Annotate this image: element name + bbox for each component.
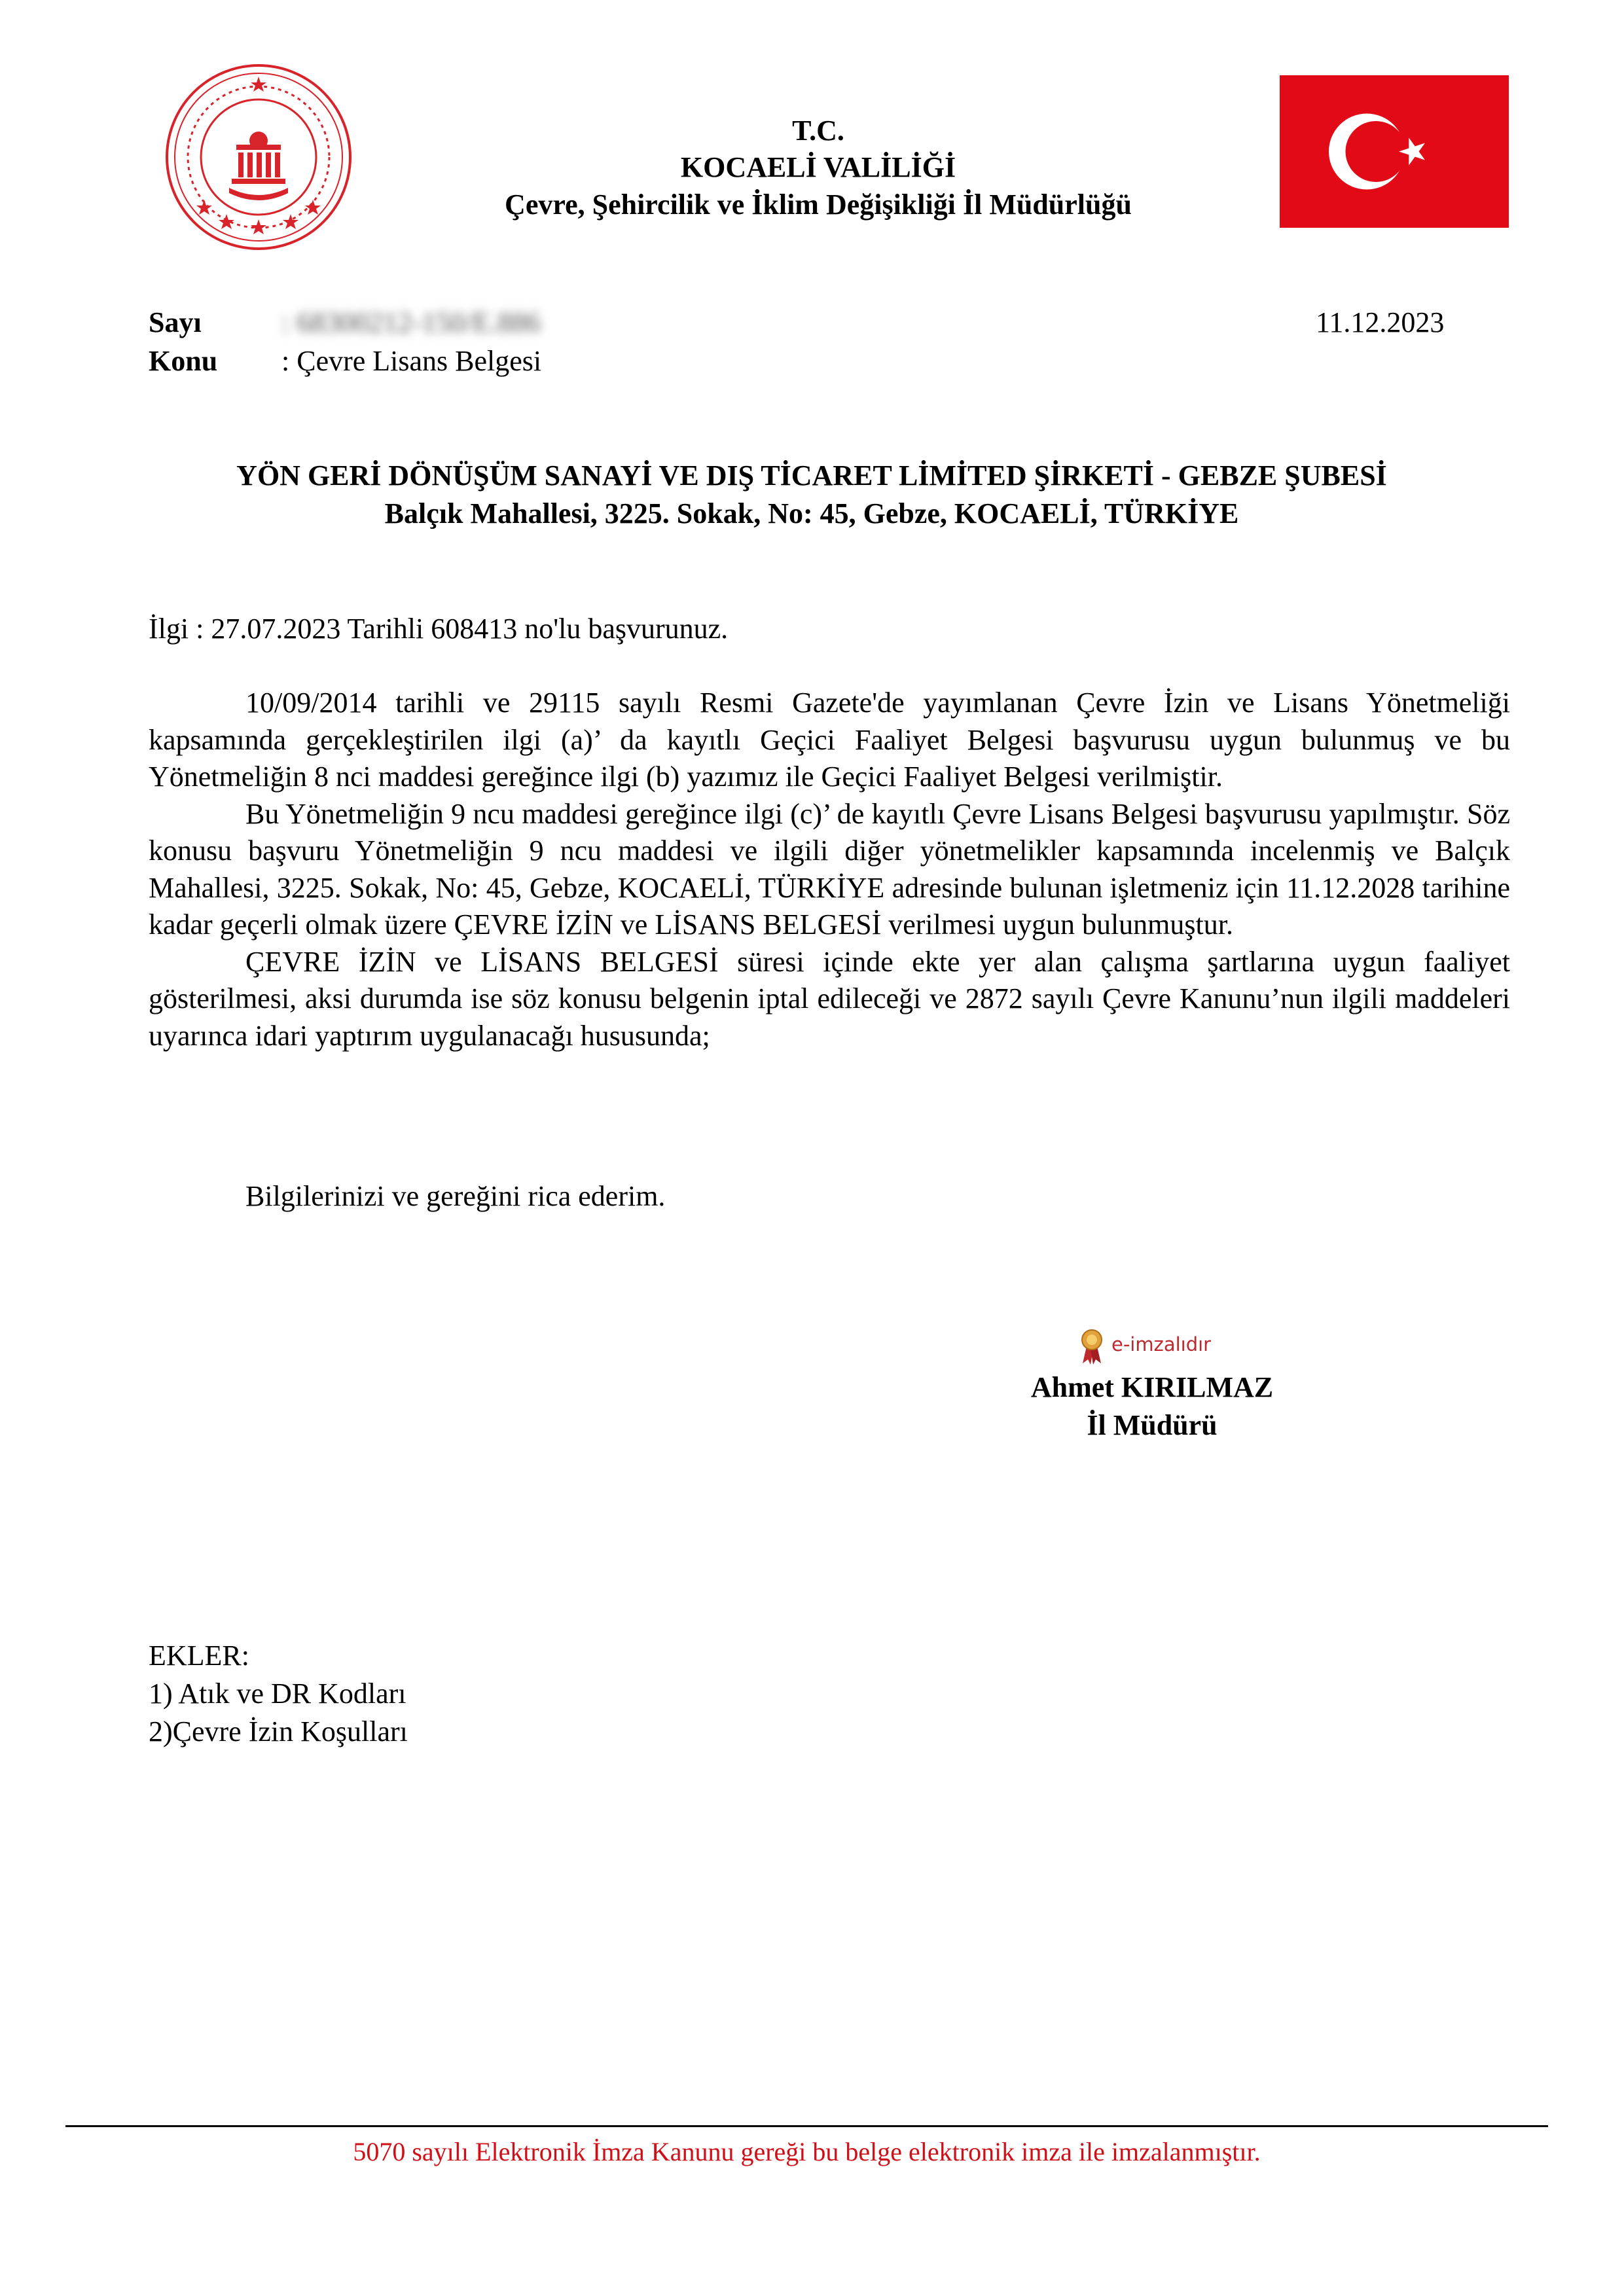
header-governorship: KOCAELİ VALİLİĞİ	[680, 151, 956, 183]
header-tc: T.C.	[792, 115, 844, 147]
ministry-seal-logo	[164, 62, 353, 252]
signatory-name: Ahmet KIRILMAZ	[1030, 1371, 1274, 1403]
body-paragraph-1: 10/09/2014 tarihli ve 29115 sayılı Resmi Gazete'de yayımlanan Çevre İzin ve Lisans Yönetmeliği kapsamında gerçekleştirilen ilgi (a)’ da kayıtlı Geçici Faaliyet Belgesi başvurusu uygun bulunmuş ve bu Yönetmeliğin 8 nci maddesi gereğince ilgi (b) yazımız ile Geçici Faaliyet Belgesi verilmiştir.	[149, 687, 1510, 793]
e-signature-label: e-imzalıdır	[1111, 1333, 1212, 1355]
signatory-title: İl Müdürü	[1087, 1409, 1218, 1441]
closing-line: Bilgilerinizi ve gereğini rica ederim.	[245, 1180, 666, 1212]
header-directorate: Çevre, Şehircilik ve İklim Değişikliği İl Müdürlüğü	[505, 188, 1132, 221]
sayi-label: Sayı	[149, 306, 202, 338]
body-paragraph-2: Bu Yönetmeliğin 9 ncu maddesi gereğince ilgi (c)’ de kayıtlı Çevre Lisans Belgesi başvurusu yapılmıştır. Söz konusu başvuru Yönetmeliğin 9 ncu maddesi ve ilgili diğer yönetmelikler kapsamında incelenmiş ve Balçık Mahallesi, 3225. Sokak, No: 45, Gebze, KOCAELİ, TÜRKİYE adresinde bulunan işletmeniz için 11.12.2028 tarihine kadar geçerli olmak üzere ÇEVRE İZİN ve LİSANS BELGESİ verilmesi uygun bulunmuştur.	[149, 797, 1510, 941]
recipient-address: Balçık Mahallesi, 3225. Sokak, No: 45, Gebze, KOCAELİ, TÜRKİYE	[384, 497, 1239, 529]
attachments-label: EKLER:	[149, 1640, 249, 1672]
document-date: 11.12.2023	[1316, 306, 1445, 338]
body-paragraph-3: ÇEVRE İZİN ve LİSANS BELGESİ süresi içinde ekte yer alan çalışma şartlarına uygun faaliyet gösterilmesi, aksi durumda ise söz konusu belgenin iptal edileceği ve 2872 sayılı Çevre Kanunu’nun ilgili maddeleri uyarınca idari yaptırım uygulanacağı hususunda;	[149, 945, 1510, 1052]
ribbon-badge-icon	[1079, 1328, 1105, 1365]
attachment-item-2: 2)Çevre İzin Koşulları	[149, 1715, 408, 1748]
letter-body	[149, 685, 1510, 1054]
footer-esign-notice: 5070 sayılı Elektronik İmza Kanunu gereği bu belge elektronik imza ile imzalanmıştır.	[353, 2137, 1261, 2166]
turkish-flag-icon	[1280, 75, 1509, 228]
reference-line: İlgi : 27.07.2023 Tarihli 608413 no'lu başvurunuz.	[149, 613, 729, 645]
attachment-item-1: 1) Atık ve DR Kodları	[149, 1677, 406, 1710]
recipient-name: YÖN GERİ DÖNÜŞÜM SANAYİ VE DIŞ TİCARET LİMİTED ŞİRKETİ - GEBZE ŞUBESİ	[236, 459, 1387, 492]
footer-divider	[65, 2125, 1548, 2127]
konu-value: : Çevre Lisans Belgesi	[281, 345, 542, 377]
konu-label: Konu	[149, 345, 218, 377]
e-signature-badge	[1079, 1325, 1262, 1365]
sayi-value: : 68300212-150/E.886	[281, 306, 541, 338]
